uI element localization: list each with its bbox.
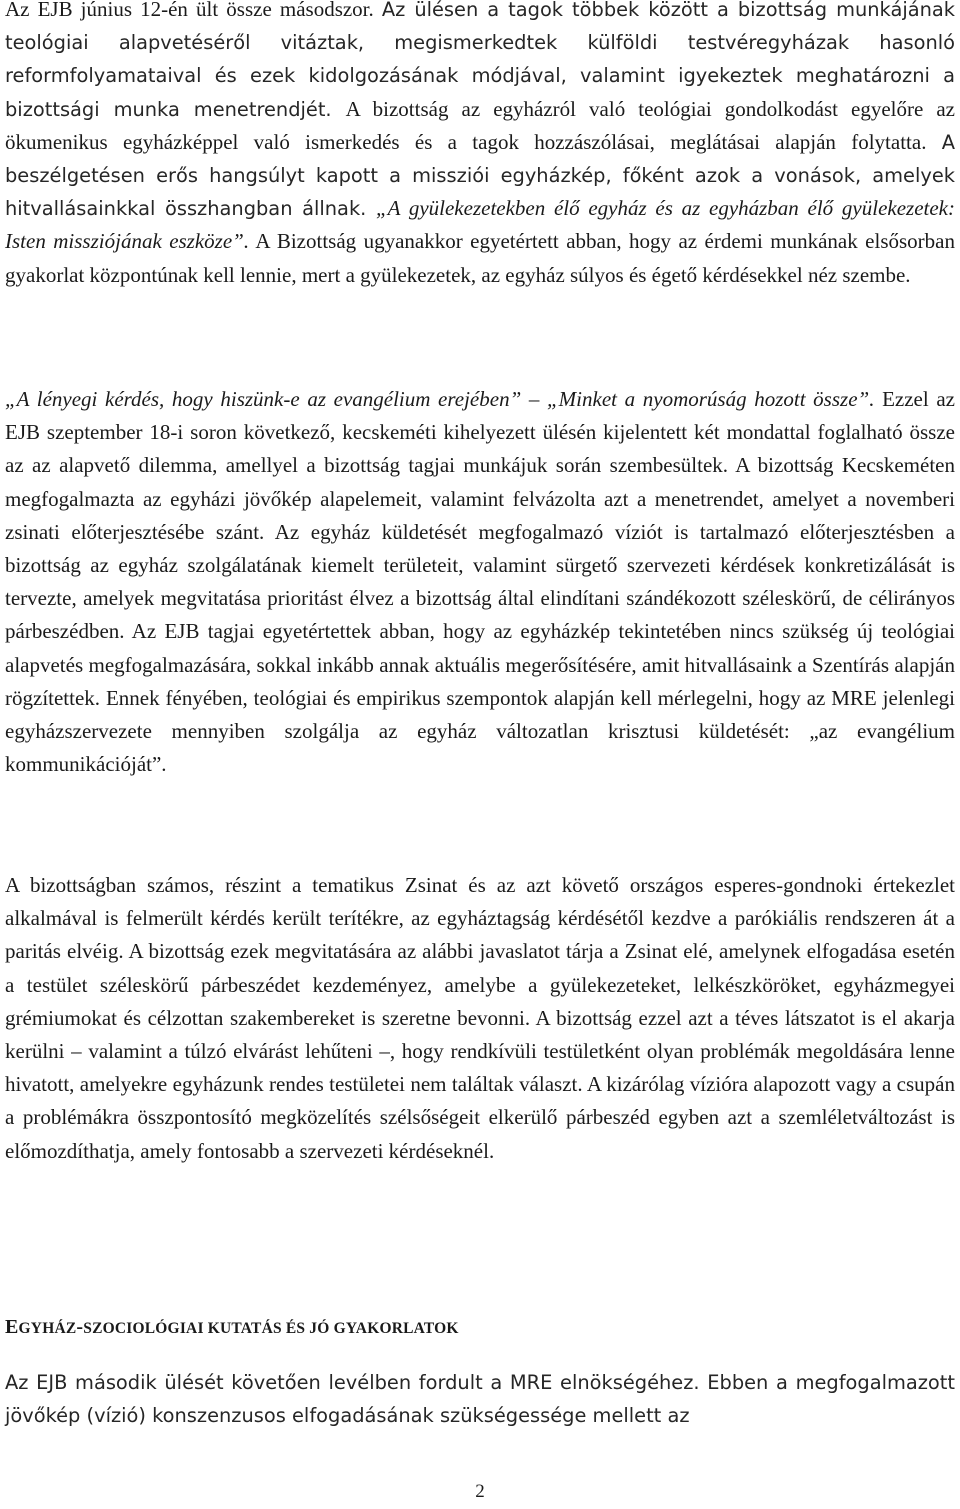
paragraph-letter-to-presidency (5, 1366, 955, 1432)
text-segment: Az EJB június 12-én ült össze másodszor. (5, 0, 382, 21)
section-heading (5, 1314, 955, 1342)
heading-part: GYHÁZ (18, 1320, 77, 1337)
italic-quote: „A lényegi kérdés, hogy hiszünk-e az evangélium erejében” – „Minket a nyomorúság hozott össze”. (5, 387, 875, 411)
text-segment: Ezzel az EJB szeptember 18-i soron következő, kecskeméti kihelyezett ülésén kijelentett két mondattal foglalható össze az az alapvető dilemma, amellyel a bizottság tagjai munkájuk során szembesültek. A bizottság Kecskeméten megfogalmazta az egyházi jövőkép alapelemeit, valamint felvázolta azt a menetrendet, amelyet a novemberi zsinati előterjesztésébe szánt. Az egyház küldetését megfogalmazó víziót is tartalmazó előterjesztésben a bizottság az egyház szolgálatának kiemelt területeit, valamint sürgető szervezeti kérdések konkretizálását is tervezte, amelyek megvitatása prioritást élvez a bizottság által elindítani szándékozott széleskörű, de célirányos párbeszédben. Az EJB tagjai egyetértettek abban, hogy az egyházkép tekintetében nincs szükség új teológiai alapvetés megfogalmazására, sokkal inkább annak aktuális megerősítésére, amit hitvallásaink a Szentírás alapján rögzítettek. Ennek fényében, teológiai és empirikus szempontok alapján kell mérlegelni, hogy az MRE jelenlegi egyházszervezete mennyiben szolgálja az egyház változatlan krisztusi küldetését: „az evangélium kommunikációját”. (5, 387, 955, 777)
text-segment: Az EJB második ülését követően levélben fordult a MRE elnökségéhez. Ebben a megfogalmazott jövőkép (vízió) konszenzusos elfogadásának szükségessége mellett az (5, 1371, 955, 1428)
heading-part: SZOCIOLÓGIAI KUTATÁS ÉS JÓ GYAKORLATOK (83, 1320, 459, 1337)
page-number: 2 (475, 1481, 485, 1502)
italic-quote: „A gyülekezetekben élő egyház és az egyházban élő gyülekezetek: Isten missziójának eszköze”. (5, 196, 955, 254)
text-segment: A bizottság az egyházról való teológiai gondolkodást egyelőre az ökumenikus egyházképpel való ismerkedés és a tagok hozzászólásai, meglátásai alapján folytatta. (5, 96, 956, 154)
paragraph-september-meeting (5, 383, 955, 781)
heading-part: E (5, 1316, 19, 1338)
text-segment: A bizottságban számos, részint a tematikus Zsinat és az azt követő országos esperes-gondnoki értekezlet alkalmával is felmerült kérdés került terítékre, az egyháztagság kérdésétől kezdve a parókiális rendszeren át a paritás elvéig. A bizottság ezek megvitatására az alábbi javaslatot tárja a Zsinat elé, amelynek elfogadása esetén a testület széleskörű párbeszédet kezdeményez, amelybe a gyülekezeteket, lelkészköröket, egyházmegyei grémiumokat és célzottan szakembereket is szeretne bevonni. A bizottság ezzel azt a téves látszatot is el akarja kerülni – valamint a túlzó elvárást lehűteni –, hogy rendkívüli testületként olyan problémák megoldására lenne hivatott, amelyekre egyházunk rendes testületei nem találtak választ. A kizárólag vízióra alapozott vagy a csupán a problémákra összpontosító megközelítés szélsőségeit elkerülő párbeszéd egyben azt a szemléletváltozást is előmozdíthatja, amely fontosabb a szervezeti kérdéseknél. (5, 873, 955, 1163)
text-segment: A Bizottság ugyanakkor egyetértett abban, hogy az érdemi munkának elsősorban gyakorlat központúnak kell lennie, mert a gyülekezetek, az egyház súlyos és égető kérdésekkel néz szembe. (5, 229, 955, 287)
text-segment: Az ülésen a tagok többek között a bizottság munkájának teológiai alapvetéséről vitáztak, megismerkedtek külföldi testvéregyházak hasonló reformfolyamataival és ezek kidolgozásának módjával, valamint igyekeztek meghatározni a bizottsági munka menetrendjét. (5, 0, 955, 121)
heading-part: - (76, 1316, 84, 1338)
paragraph-synod-proposal (5, 869, 955, 1168)
paragraph-june-meeting (5, 0, 955, 292)
text-segment: A beszélgetésen erős hangsúlyt kapott a missziói egyházkép, főként azok a vonások, amelyek hitvallásainkkal összhangban állnak. (5, 130, 955, 221)
